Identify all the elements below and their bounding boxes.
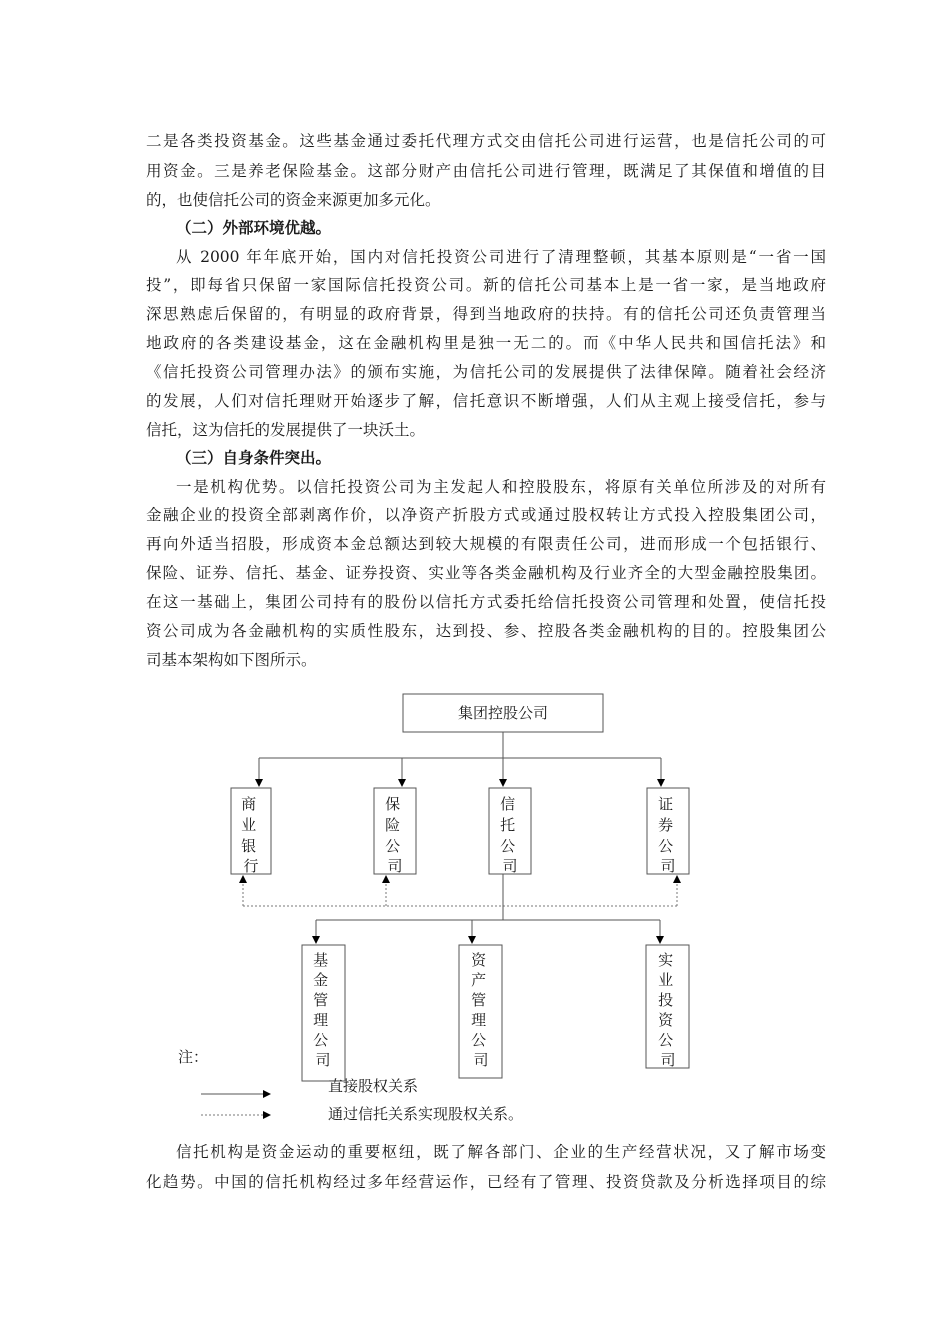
paragraph-3-line-6: 资公司成为各金融机构的实质性股东，达到投、参、控股各类金融机构的目的。控股集团公 (146, 622, 826, 640)
paragraph-4-line-2: 化趋势。中国的信托机构经过多年经营运作，已经有了管理、投资贷款及分析选择项目的综 (146, 1173, 826, 1191)
commercial-bank-label: 商 业 银 行 (241, 795, 259, 875)
group-holding-label: 集团控股公司 (457, 704, 549, 722)
paragraph-2-line-1: 从 2000 年年底开始，国内对信托投资公司进行了清理整顿，其基本原则是“一省一国 (176, 248, 826, 266)
asset-management-label: 资 产 管 理 公 司 (471, 951, 489, 1069)
industrial-investment-label: 实 业 投 资 公 司 (658, 951, 676, 1069)
paragraph-2-line-4: 地政府的各类建设基金，这在金融机构里是独一无二的。而《中华人民共和国信托法》和 (146, 334, 826, 352)
paragraph-1-line-1: 二是各类投资基金。这些基金通过委托代理方式交由信托公司进行运营，也是信托公司的可 (146, 132, 826, 150)
legend-dotted-label: 通过信托关系实现股权关系。 (328, 1105, 524, 1123)
paragraph-1-line-2: 用资金。三是养老保险基金。这部分财产由信托公司进行管理，既满足了其保值和增值的目 (146, 162, 826, 180)
paragraph-2-line-5: 《信托投资公司管理办法》的颁布实施，为信托公司的发展提供了法律保障。随着社会经济 (146, 363, 826, 381)
paragraph-2-line-2: 投”，即每省只保留一家国际信托投资公司。新的信托公司基本上是一省一家，是当地政府 (146, 276, 826, 294)
paragraph-1-line-3: 的，也使信托公司的资金来源更加多元化。 (146, 191, 441, 209)
section-heading-2: （二）外部环境优越。 (176, 218, 332, 237)
note-label: 注： (178, 1048, 209, 1066)
paragraph-3-line-7: 司基本架构如下图所示。 (146, 651, 317, 669)
paragraph-3-line-5: 在这一基础上，集团公司持有的股份以信托方式委托给信托投资公司管理和处置，使信托投 (146, 593, 826, 611)
fund-management-label: 基 金 管 理 公 司 (313, 951, 331, 1069)
paragraph-2-line-3: 深思熟虑后保留的，有明显的政府背景，得到当地政府的扶持。有的信托公司还负责管理当 (146, 305, 826, 323)
paragraph-2-line-6: 的发展，人们对信托理财开始逐步了解，信托意识不断增强，人们从主观上接受信托，参与 (146, 392, 826, 410)
trust-company-label: 信 托 公 司 (500, 795, 518, 875)
section-heading-3: （三）自身条件突出。 (176, 448, 332, 467)
paragraph-3-line-3: 再向外适当招股，形成资本金总额达到较大规模的有限责任公司，进而形成一个包括银行、 (146, 535, 826, 553)
paragraph-3-line-4: 保险、证券、信托、基金、证券投资、实业等各类金融机构及行业齐全的大型金融控股集团。 (146, 564, 826, 582)
securities-company-label: 证 券 公 司 (658, 795, 676, 875)
paragraph-3-line-1: 一是机构优势。以信托投资公司为主发起人和控股股东，将原有关单位所涉及的对所有 (176, 478, 826, 496)
insurance-company-label: 保 险 公 司 (385, 795, 403, 875)
legend-solid-label: 直接股权关系 (328, 1077, 419, 1095)
paragraph-3-line-2: 金融企业的投资全部剥离作价，以净资产折股方式或通过股权转让方式投入控股集团公司， (146, 506, 826, 524)
paragraph-4-line-1: 信托机构是资金运动的重要枢纽，既了解各部门、企业的生产经营状况，又了解市场变 (176, 1143, 826, 1161)
paragraph-2-line-7: 信托，这为信托的发展提供了一块沃土。 (146, 421, 426, 439)
